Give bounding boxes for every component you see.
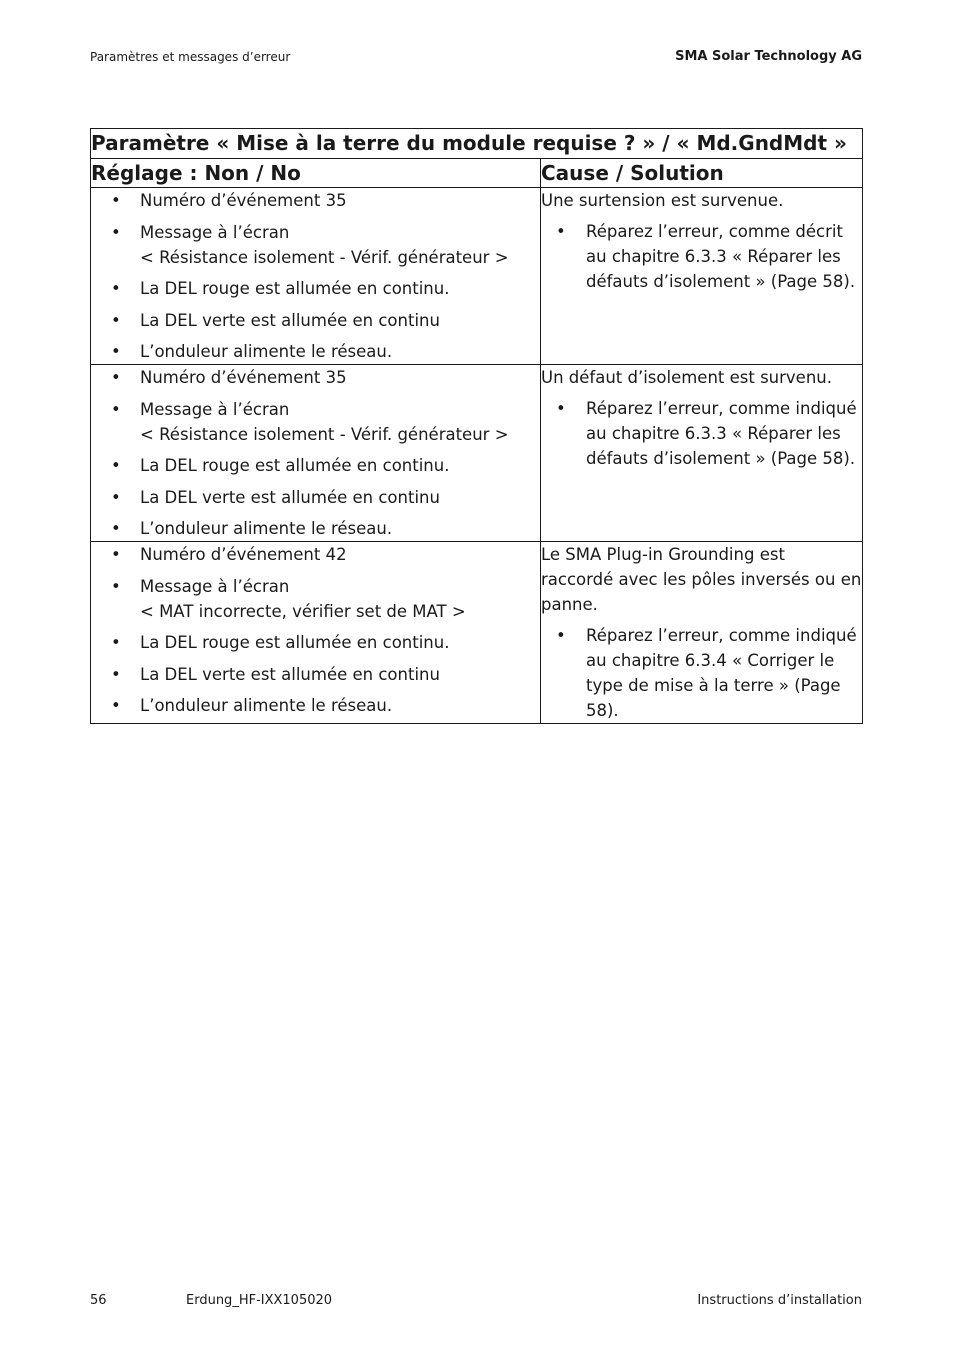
bullet-icon: • [111, 487, 121, 507]
bullet-icon: • [111, 664, 121, 684]
symptom-list [91, 188, 540, 364]
cause-text: Le SMA Plug-in Grounding est raccordé avec les pôles inversés ou en panne. [541, 545, 862, 614]
bullet-icon: • [111, 696, 121, 715]
bullet-icon: • [111, 576, 121, 596]
solution-list [541, 623, 862, 723]
document-title: Instructions d’installation [697, 1293, 862, 1308]
list-item: • Message à l’écran < Résistance isolement - Vérif. générateur > [91, 397, 540, 447]
list-item: • La DEL rouge est allumée en continu. [91, 630, 540, 655]
list-item: • Message à l’écran < Résistance isolement - Vérif. générateur > [91, 220, 540, 270]
list-item: • La DEL rouge est allumée en continu. [91, 276, 540, 301]
list-item: • La DEL verte est allumée en continu [91, 485, 540, 510]
list-item [541, 396, 862, 471]
symptoms-cell [91, 188, 541, 365]
list-item [541, 219, 862, 294]
symptom-list [91, 542, 540, 718]
bullet-icon: • [111, 222, 121, 242]
list-item: • Numéro d’événement 35 [91, 365, 540, 390]
solution-text: Réparez l’erreur, comme indiqué au chapitre 6.3.4 « Corriger le type de mise à la terre » (Page 58). [586, 626, 857, 720]
cause-solution-cell [541, 542, 863, 724]
parameter-table [90, 128, 863, 724]
symptoms-cell [91, 542, 541, 724]
list-item: • L’onduleur alimente le réseau. [91, 516, 540, 541]
running-header-company: SMA Solar Technology AG [675, 49, 862, 64]
solution-text: Réparez l’erreur, comme décrit au chapitre 6.3.3 « Réparer les défauts d’isolement » (Page 58). [586, 222, 856, 291]
table-row [91, 542, 863, 724]
solution-text: Réparez l’erreur, comme indiqué au chapitre 6.3.3 « Réparer les défauts d’isolement » (Page 58). [586, 399, 857, 468]
solution-list [541, 219, 862, 294]
bullet-icon: • [111, 368, 121, 387]
bullet-icon: • [111, 399, 121, 419]
symptoms-cell [91, 365, 541, 542]
cause-text: Une surtension est survenue. [541, 191, 784, 210]
screen-message: < MAT incorrecte, vérifier set de MAT > [140, 601, 466, 621]
list-item: • La DEL verte est allumée en continu [91, 308, 540, 333]
list-item: • La DEL rouge est allumée en continu. [91, 453, 540, 478]
list-item: • Numéro d’événement 35 [91, 188, 540, 213]
table-row [91, 188, 863, 365]
list-item: • L’onduleur alimente le réseau. [91, 693, 540, 718]
cause-text: Un défaut d’isolement est survenu. [541, 368, 832, 387]
cause-solution-cell [541, 365, 863, 542]
table-row [91, 365, 863, 542]
list-item: • La DEL verte est allumée en continu [91, 662, 540, 687]
column-header-setting: Réglage : Non / No [91, 159, 541, 188]
bullet-icon: • [111, 519, 121, 538]
bullet-icon: • [556, 626, 566, 645]
list-item: • Numéro d’événement 42 [91, 542, 540, 567]
column-header-cause: Cause / Solution [541, 159, 863, 188]
screen-message: < Résistance isolement - Vérif. générateur > [140, 424, 509, 444]
list-item: • L’onduleur alimente le réseau. [91, 339, 540, 364]
page-number: 56 [90, 1293, 107, 1308]
bullet-icon: • [111, 310, 121, 330]
bullet-icon: • [111, 191, 121, 210]
bullet-icon: • [556, 399, 566, 418]
bullet-icon: • [111, 279, 121, 298]
bullet-icon: • [556, 222, 566, 241]
bullet-icon: • [111, 456, 121, 475]
bullet-icon: • [111, 342, 121, 361]
solution-list [541, 396, 862, 471]
cause-solution-cell [541, 188, 863, 365]
list-item [541, 623, 862, 723]
running-header-section: Paramètres et messages d’erreur [90, 50, 291, 64]
bullet-icon: • [111, 545, 121, 564]
bullet-icon: • [111, 633, 121, 652]
symptom-list [91, 365, 540, 541]
screen-message: < Résistance isolement - Vérif. générateur > [140, 247, 509, 267]
list-item: • Message à l’écran < MAT incorrecte, vérifier set de MAT > [91, 574, 540, 624]
table-title: Paramètre « Mise à la terre du module requise ? » / « Md.GndMdt » [91, 129, 863, 159]
document-code: Erdung_HF-IXX105020 [186, 1293, 333, 1308]
